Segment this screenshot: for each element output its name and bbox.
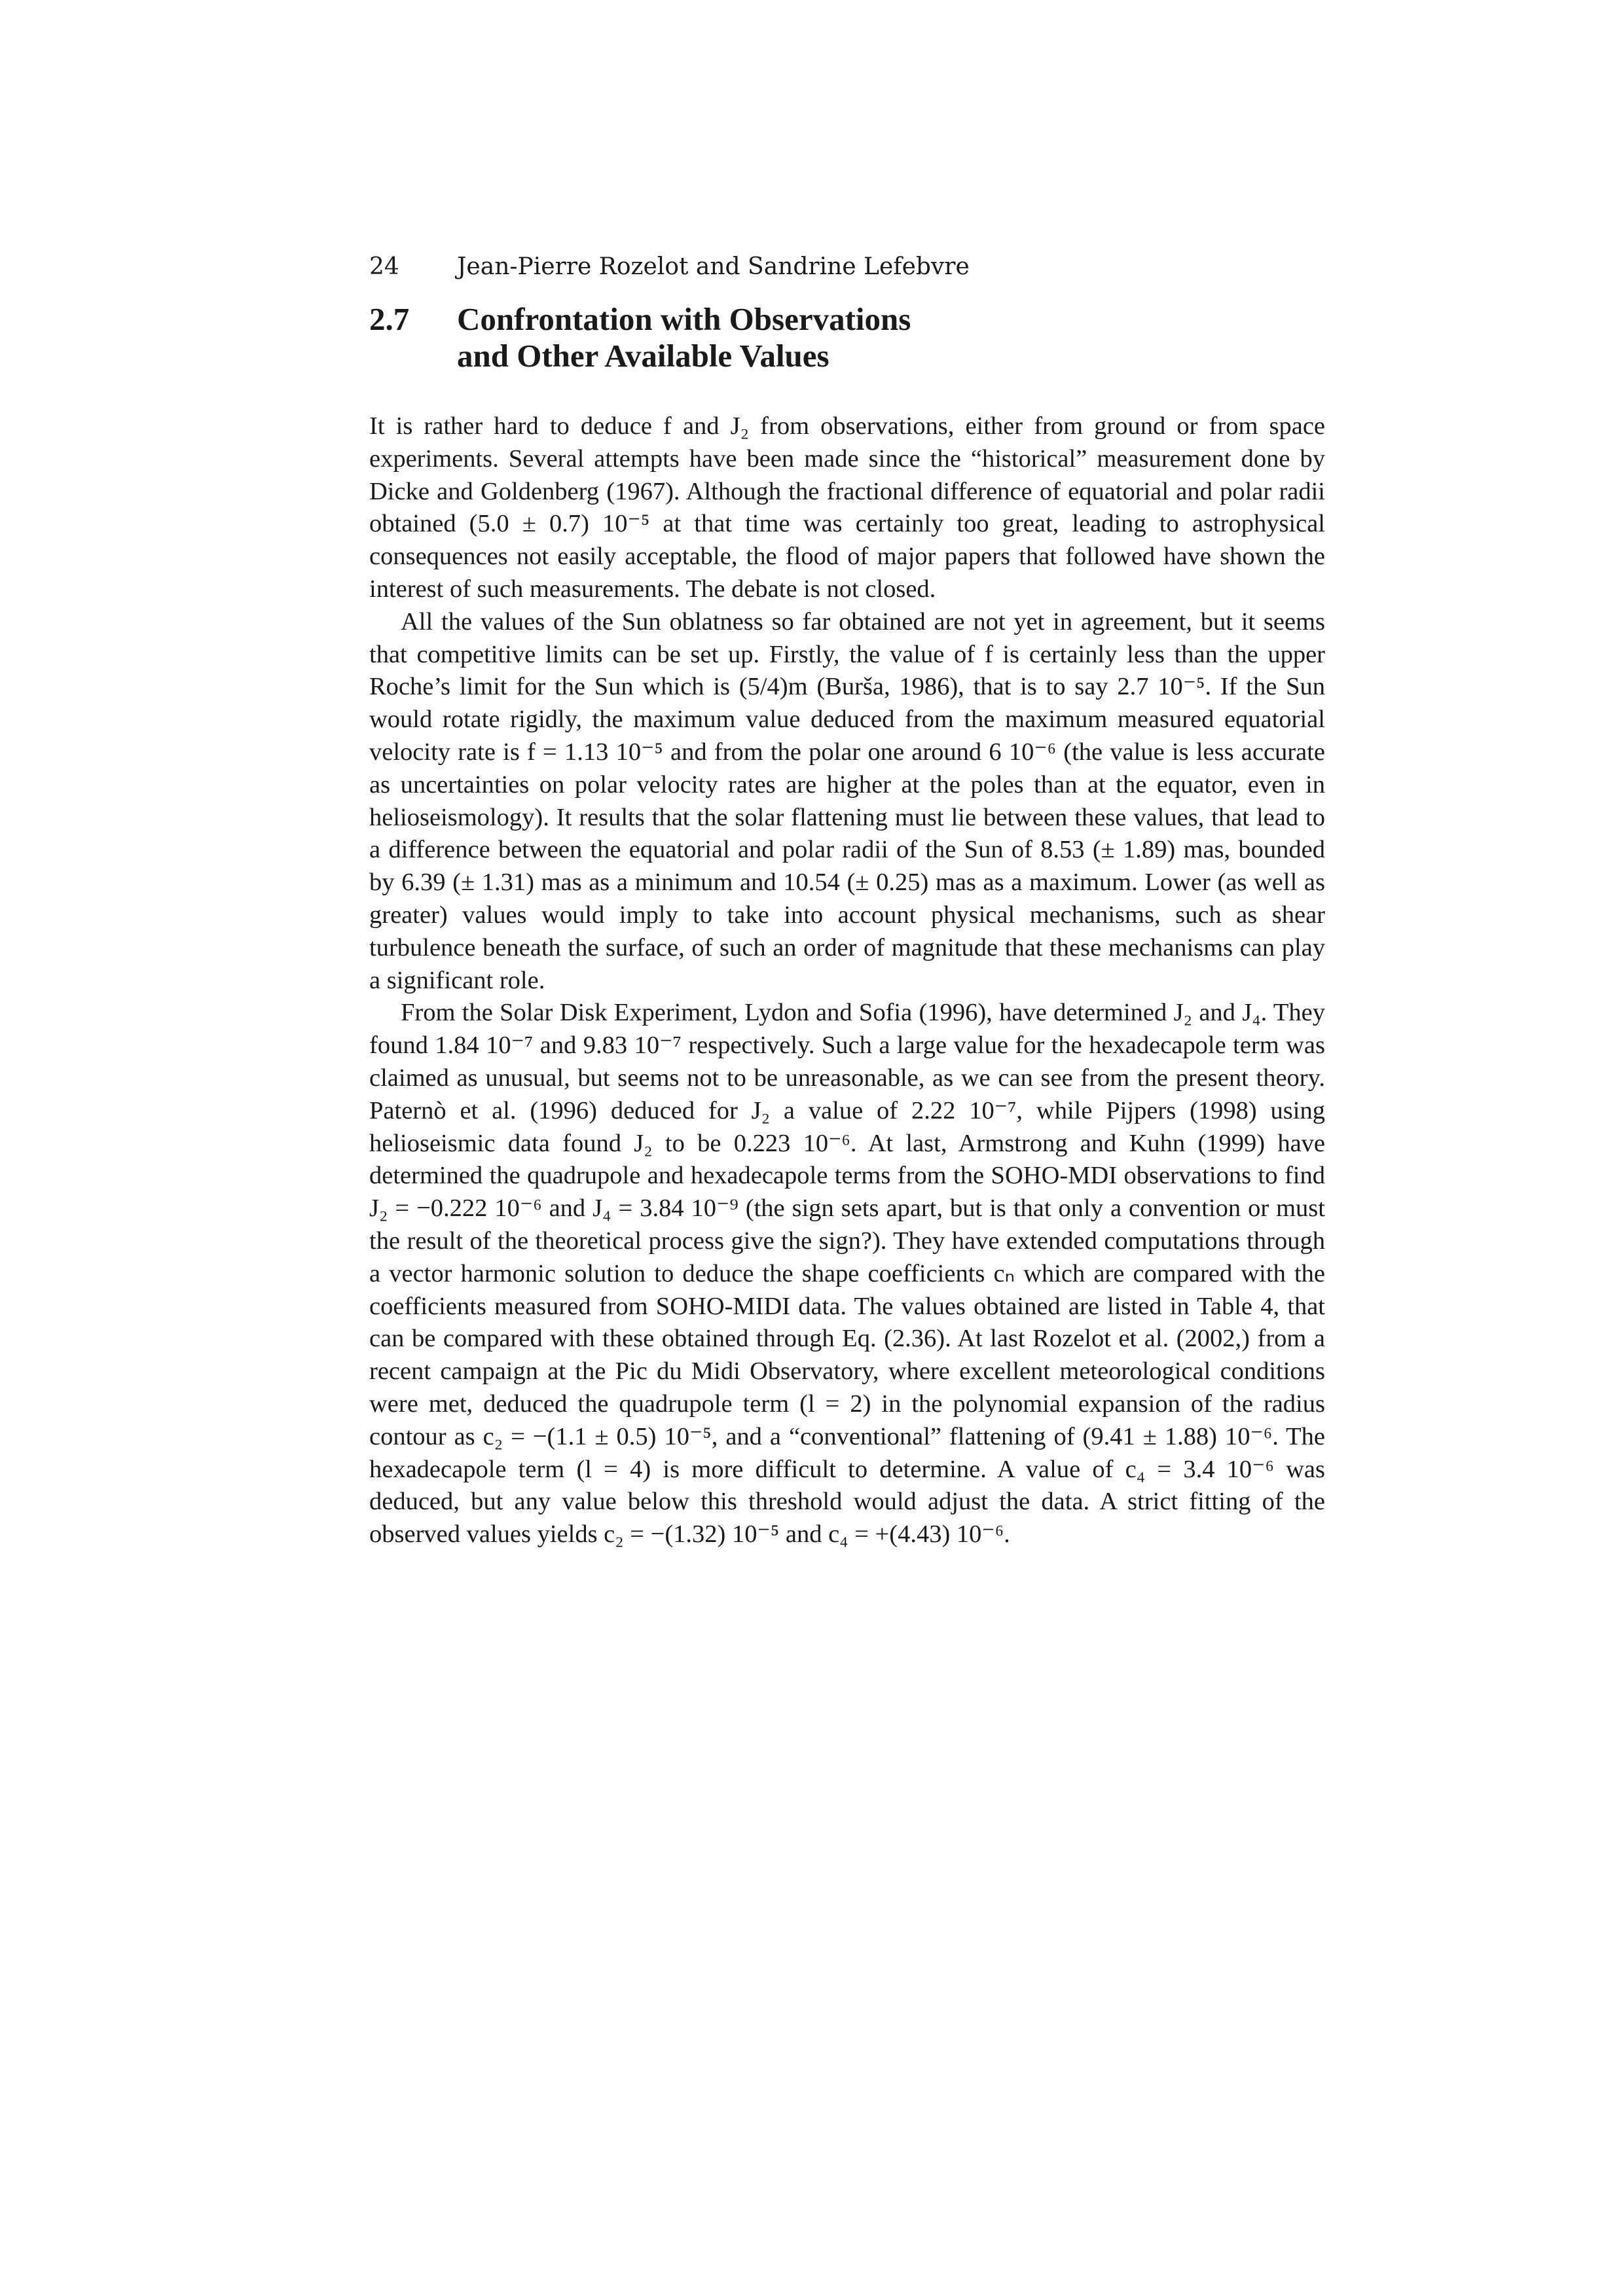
paragraph-1: It is rather hard to deduce f and J₂ from observations, either from ground or from space experiments. Several attempts have been made since the “historical” measurement done by Dicke and Goldenberg (1967). Although the fractional difference of equatorial and polar radii obtained (5.0 ± 0.7) 10⁻⁵ at that time was certainly too great, leading to astrophysical consequences not easily acceptable, the flood of major papers that followed have shown the interest of such measurements. The debate is not closed. [369,412,1325,603]
header-authors: Jean-Pierre Rozelot and Sandrine Lefebvre [457,253,970,280]
paragraph-3: From the Solar Disk Experiment, Lydon and Sofia (1996), have determined J₂ and J₄. They found 1.84 10⁻⁷ and 9.83 10⁻⁷ respectively. Such a large value for the hexadecapole term was claimed as unusual, but seems not to be unreasonable, as we can see from the present theory. Paternò et al. (1996) deduced for J₂ a value of 2.22 10⁻⁷, while Pijpers (1998) using helioseismic data found J₂ to be 0.223 10⁻⁶. At last, Armstrong and Kuhn (1999) have determined the quadrupole and hexadecapole terms from the SOHO-MDI observations to find J₂ = −0.222 10⁻⁶ and J₄ = 3.84 10⁻⁹ (the sign sets apart, but is that only a convention or must the result of the theoretical process give the sign?). They have extended computations through a vector harmonic solution to deduce the shape coefficients cₙ which are compared with the coefficients measured from SOHO-MIDI data. The values obtained are listed in Table 4, that can be compared with these obtained through Eq. (2.36). At last Rozelot et al. (2002,) from a recent campaign at the Pic du Midi Observatory, where excellent meteorological conditions were met, deduced the quadrupole term (l = 2) in the polynomial expansion of the radius contour as c₂ = −(1.1 ± 0.5) 10⁻⁵, and a “conventional” flattening of (9.41 ± 1.88) 10⁻⁶. The hexadecapole term (l = 4) is more difficult to determine. A value of c₄ = 3.4 10⁻⁶ was deduced, but any value below this threshold would adjust the data. A strict fitting of the observed values yields c₂ = −(1.32) 10⁻⁵ and c₄ = +(4.43) 10⁻⁶. [369,999,1325,1549]
section-title-line-1: Confrontation with Observations [457,301,911,337]
paragraph-2: All the values of the Sun oblatness so far obtained are not yet in agreement, but it seems that competitive limits can be set up. Firstly, the value of f is certainly less than the upper Roche’s limit for the Sun which is (5/4)m (Burša, 1986), that is to say 2.7 10⁻⁵. If the Sun would rotate rigidly, the maximum value deduced from the maximum measured equatorial velocity rate is f = 1.13 10⁻⁵ and from the polar one around 6 10⁻⁶ (the value is less accurate as uncertainties on polar velocity rates are higher at the poles than at the equator, even in helioseismology). It results that the solar flattening must lie between these values, that lead to a difference between the equatorial and polar radii of the Sun of 8.53 (± 1.89) mas, bounded by 6.39 (± 1.31) mas as a minimum and 10.54 (± 0.25) mas as a maximum. Lower (as well as greater) values would imply to take into account physical mechanisms, such as shear turbulence beneath the surface, of such an order of magnitude that these mechanisms can play a significant role. [369,607,1325,994]
body-text [369,410,1325,1551]
section-title-line-2: and Other Available Values [457,338,830,374]
section-title [457,301,1308,374]
page-number: 24 [369,253,399,280]
section-number: 2.7 [369,301,410,337]
running-header [369,251,1325,283]
